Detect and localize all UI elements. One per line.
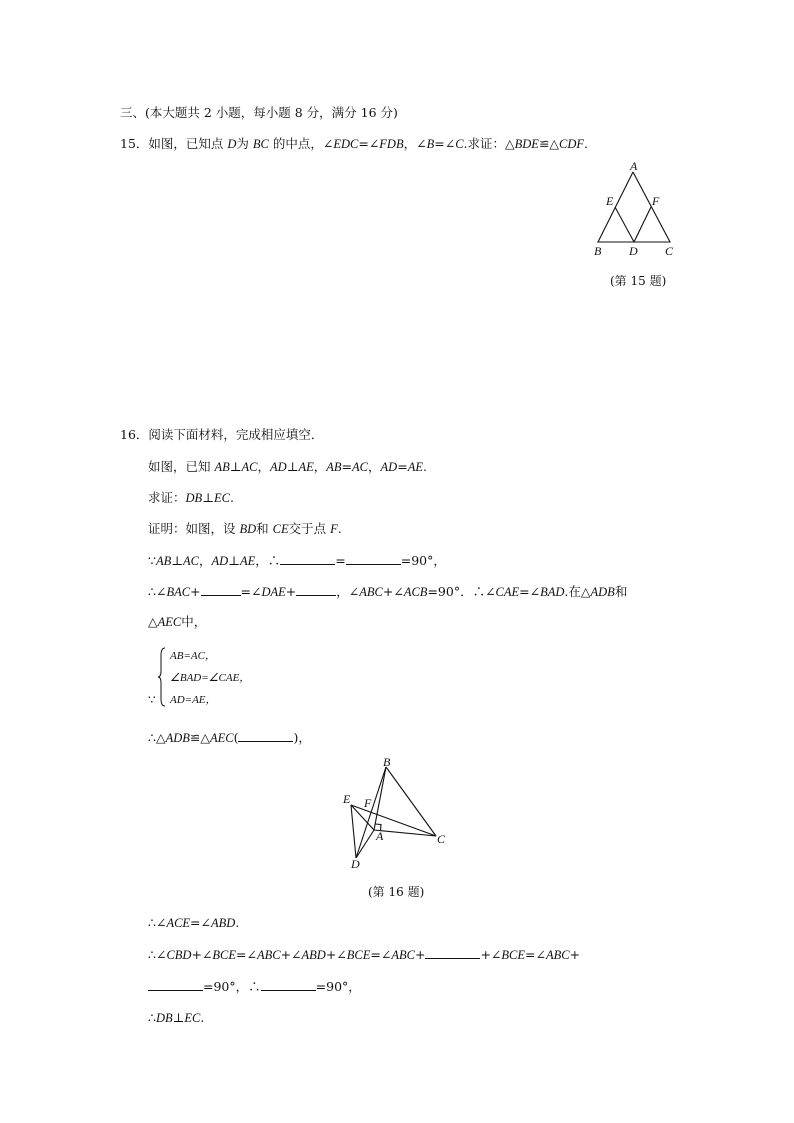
q15-label-a: A (630, 160, 638, 173)
q16-figure (338, 755, 458, 873)
q16-step6: =90°，∴ =90°， (148, 978, 361, 995)
blank-4[interactable] (296, 583, 336, 596)
q16-step5: ∴∠CBD+∠BCE=∠ABC+∠ABD+∠BCE=∠ABC+ +∠BCE=∠ABC+ (148, 947, 581, 962)
q15-statement: 15．如图，已知点 D为 BC 的中点，∠EDC=∠FDB，∠B=∠C.求证：△BDE≌△CDF. (120, 136, 589, 151)
blank-7[interactable] (148, 978, 203, 991)
blank-6[interactable] (425, 946, 480, 959)
q16-caption: (第 16 题) (368, 885, 425, 899)
q16-prove: 求证：DB⊥EC. (148, 490, 234, 505)
q16-intro: 16．阅读下面材料，完成相应填空． (120, 427, 324, 442)
q16-segment-ed (351, 805, 356, 858)
q16-given: 如图，已知 AB⊥AC，AD⊥AE，AB=AC，AD=AE. (148, 459, 427, 474)
q16-label-f: F (364, 796, 372, 810)
q16-step1: ∵AB⊥AC，AD⊥AE，∴ = =90°， (148, 553, 446, 568)
blank-3[interactable] (201, 583, 241, 596)
q16-label-d: D (351, 857, 360, 871)
blank-8[interactable] (261, 978, 316, 991)
q15-segment-df (634, 207, 651, 242)
q16-step2: ∴∠BAC+ =∠DAE+ ，∠ABC+∠ACB=90°．∴∠CAE=∠BAD.在△ADB和 (148, 584, 628, 599)
q16-congruence: ∴△ADB≌△AEC( )， (148, 730, 311, 745)
q16-proof-setup: 证明：如图，设 BD和 CE交于点 F. (148, 521, 342, 536)
system-row-2: ∠BAD=∠CAE， (170, 672, 251, 684)
system-row-3: AD=AE， (170, 694, 217, 706)
q15-label-c: C (665, 244, 674, 258)
q16-final: ∴DB⊥EC. (148, 1010, 205, 1025)
q16-label-e: E (343, 792, 351, 806)
because-symbol: ∵ (148, 693, 156, 707)
blank-1[interactable] (280, 552, 335, 565)
section-heading: 三、(本大题共 2 小题，每小题 8 分，满分 16 分) (120, 105, 398, 120)
q15-label-f: F (652, 194, 660, 208)
q16-segment-bc (386, 767, 436, 836)
q15-figure (585, 160, 685, 260)
q15-caption: (第 15 题) (610, 274, 667, 288)
q16-segment-ad (356, 830, 374, 858)
q16-step3: △AEC中， (148, 614, 207, 629)
q15-segment-ed (615, 207, 634, 242)
q15-label-d: D (629, 244, 638, 258)
blank-2[interactable] (346, 552, 401, 565)
q15-label-b: B (594, 244, 602, 258)
left-brace-icon (157, 647, 167, 707)
system-row-1: AB=AC， (170, 650, 216, 662)
q16-label-c: C (437, 832, 446, 846)
q16-label-b: B (383, 755, 391, 769)
q15-label-e: E (606, 194, 614, 208)
blank-5[interactable] (238, 729, 293, 742)
q16-step4: ∴∠ACE=∠ABD. (148, 915, 240, 930)
q16-label-a: A (376, 829, 384, 843)
